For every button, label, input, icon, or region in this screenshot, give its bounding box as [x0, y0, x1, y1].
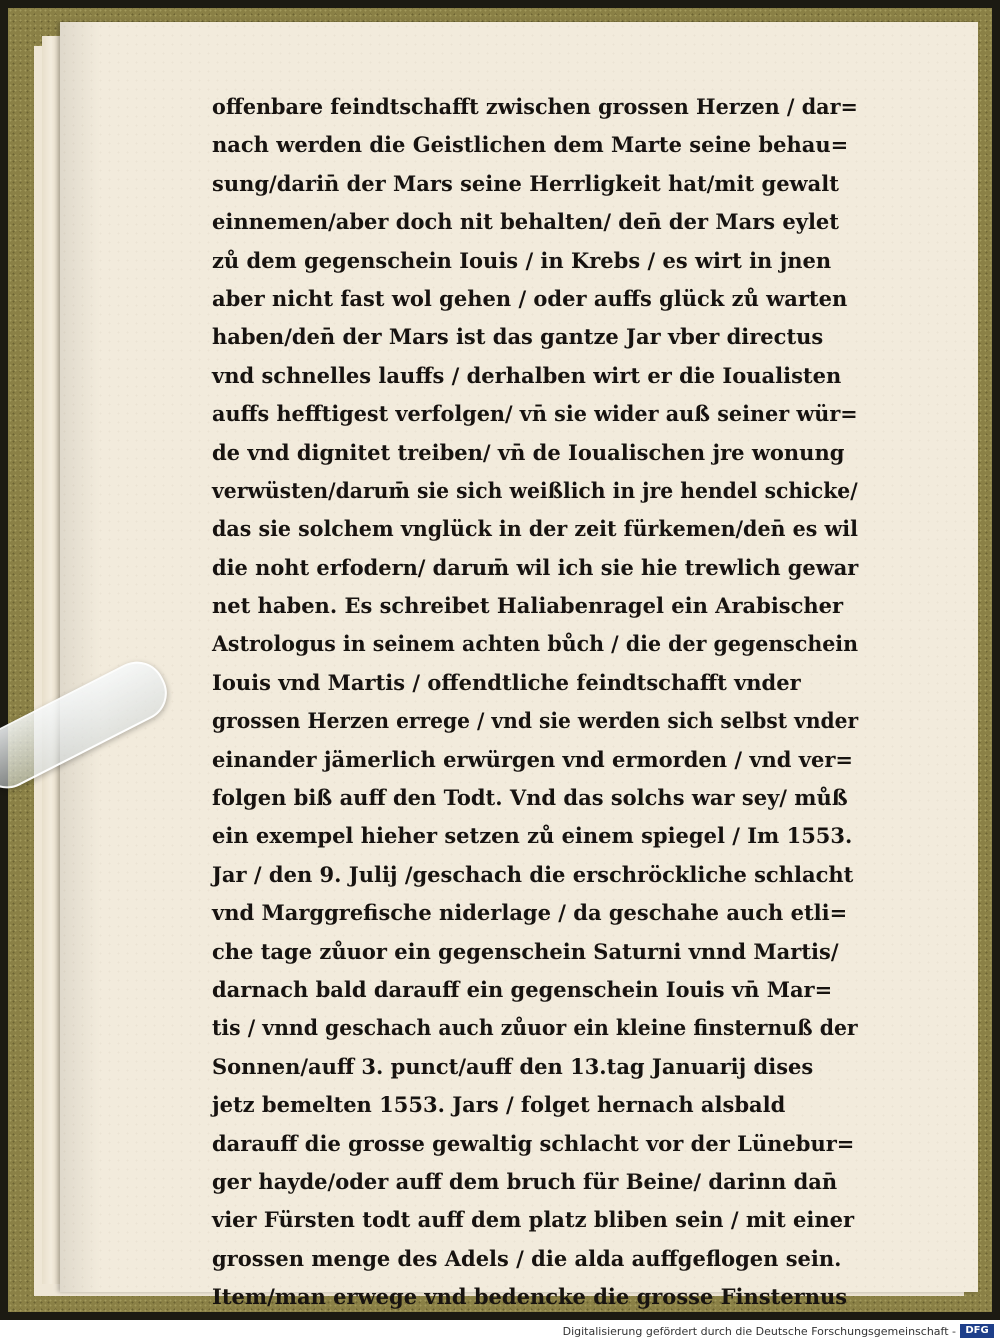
text-line: folgen biß auff den Todt. Vnd das solchs war sey/ můß: [212, 785, 848, 811]
page-stack-edge: [42, 36, 60, 1284]
text-line: sung/darin̄ der Mars seine Herrligkeit hat/mit gewalt: [212, 170, 839, 196]
text-line: ein exempel hieher setzen zů einem spiegel / Im 1553.: [212, 823, 853, 849]
text-line: de vnd dignitet treiben/ vn̄ de Ioualischen jre wonung: [212, 439, 845, 465]
text-line: grossen menge des Adels / die alda auffgeflogen sein.: [212, 1245, 842, 1271]
funding-credit: Digitalisierung gefördert durch die Deutsche Forschungsgemeinschaft -: [562, 1325, 956, 1338]
page-text-block: [212, 88, 858, 1320]
text-line: ger hayde/oder auff dem bruch für Beine/ darinn dan̄: [212, 1168, 838, 1194]
text-line: offenbare feindtschafft zwischen grossen Herzen / dar=: [212, 94, 858, 119]
text-line: che tage zůuor ein gegenschein Saturni vnnd Martis/: [212, 938, 839, 964]
text-line: das sie solchem vnglück in der zeit fürkemen/den̄ es wil: [212, 516, 858, 542]
text-line: Jar / den 9. Julij /geschach die erschröckliche schlacht: [212, 861, 854, 887]
text-line: aber nicht fast wol gehen / oder auffs glück zů warten: [212, 285, 848, 311]
text-line: jetz bemelten 1553. Jars / folget hernach alsbald: [212, 1092, 786, 1118]
text-line: vnd schnelles lauffs / derhalben wirt er die Ioualisten: [212, 362, 842, 388]
text-line: net haben. Es schreibet Haliabenragel ein Arabischer: [212, 593, 844, 619]
text-line: Iouis vnd Martis / offendtliche feindtschafft vnder: [212, 669, 801, 695]
text-line: darauff die grosse gewaltig schlacht vor der Lünebur=: [212, 1130, 855, 1156]
text-line: haben/den̄ der Mars ist das gantze Jar vber directus: [212, 324, 824, 350]
dfg-logo-icon: DFG: [960, 1324, 994, 1338]
text-line: einander jämerlich erwürgen vnd ermorden / vnd ver=: [212, 746, 854, 772]
text-line: Item/man erwege vnd bedencke die grosse Finsternus: [212, 1284, 848, 1310]
text-line: Sonnen/auff 3. punct/auff den 13.tag Januarij dises: [212, 1053, 814, 1079]
text-line: zů dem gegenschein Iouis / in Krebs / es wirt in jnen: [212, 247, 832, 273]
text-line: darnach bald darauff ein gegenschein Iouis vn̄ Mar=: [212, 976, 833, 1002]
text-line: Astrologus in seinem achten bůch / die der gegenschein: [212, 631, 859, 657]
text-line: auffs hefftigest verfolgen/ vn̄ sie wider auß seiner wür=: [212, 401, 858, 427]
text-line: vier Fürsten todt auff dem platz bliben sein / mit einer: [212, 1207, 855, 1233]
text-line: vnd Marggrefische niderlage / da geschahe auch etli=: [212, 900, 848, 926]
text-line: tis / vnnd geschach auch zůuor ein kleine finsternuß der: [212, 1015, 858, 1041]
text-line: nach werden die Geistlichen dem Marte seine behau=: [212, 132, 849, 158]
text-line: grossen Herzen errege / vnd sie werden sich selbst vnder: [212, 708, 859, 734]
digitization-footer: [0, 1320, 1000, 1343]
text-line: einnemen/aber doch nit behalten/ den̄ der Mars eylet: [212, 209, 839, 235]
text-line: die noht erfodern/ darum̄ wil ich sie hie trewlich gewar: [212, 554, 859, 580]
text-line: verwüsten/darum̄ sie sich weißlich in jre hendel schicke/: [212, 477, 858, 503]
